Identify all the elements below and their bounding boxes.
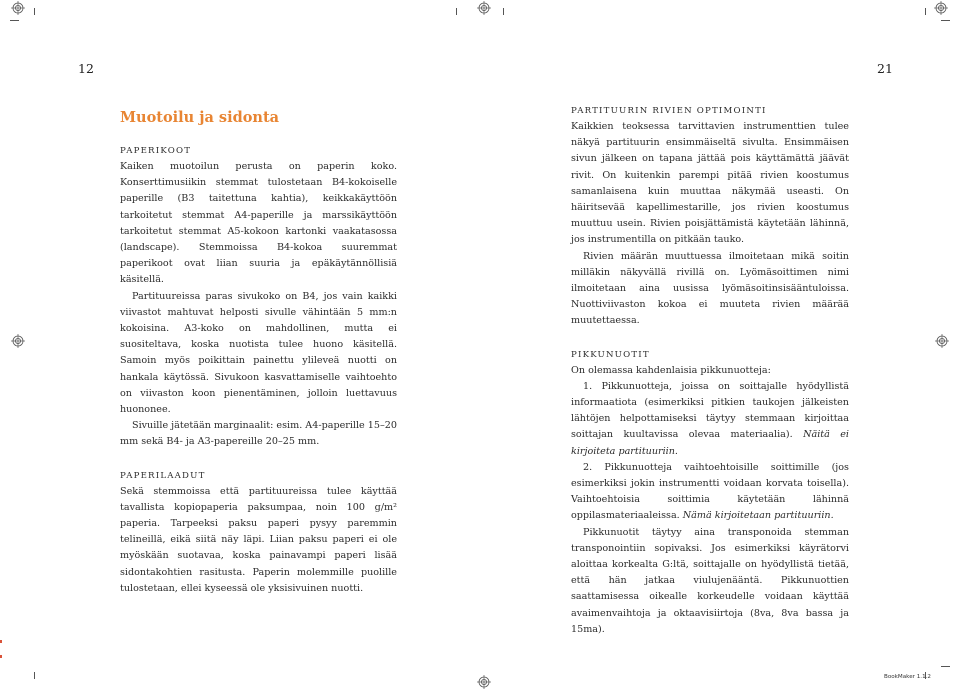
crop-mark: [941, 20, 950, 21]
paragraph: Rivien määrän muuttuessa ilmoitetaan mikä soitin milläkin näkyvällä rivillä on. Lyömäsoittimen nimi ilmoitetaan aina uusissa lyömäsoitinsisääntuloissa. Nuottiviivaston kokoa ei muuteta rivien määrää muutettaessa.: [571, 250, 849, 327]
paragraph: Pikkunuotit täytyy aina transponoida stemman transponointiin sopivaksi. Jos esimerkiksi käyrätorvi aloittaa korkealta G:ltä, soittajalle on hyödyllistä tietää, että hän jatkaa viulujenääntä. Pikkunuottien saattamisessa oikealle korkeudelle voidaan käyttää avaimenvaihtoja ja oktaavisiirtoja (8va, 8va bassa ja 15ma).: [571, 526, 849, 635]
paragraph: Kaiken muotoilun perusta on paperin koko. Konserttimusiikin stemmat tulostetaan B4-kokoiselle paperille (B3 taitettuna kahtia), keikkakäyttöön tarkoitetut stemmat A4-paperille ja marssikäyttöön tarkoitetut stemmat A5-kokoon kartonki vaakatasossa (landscape). Stemmoissa B4-kokoa suuremmat paperikoot ovat liian suuria ja epäkäytännöllisiä käsitellä.: [120, 161, 397, 286]
crop-mark: [503, 8, 504, 15]
paragraph: Sivuille jätetään marginaalit: esim. A4-paperille 15–20 mm sekä B4- ja A3-papereille 20–25 mm.: [120, 420, 397, 448]
section-heading-paperilaadut: PAPERILAADUT: [120, 470, 206, 481]
footer-label: BookMaker 1.1.2: [884, 674, 931, 680]
list-item-note: Näitä ei kirjoiteta partituuriin.: [571, 429, 849, 457]
registration-mark-icon: [11, 334, 25, 348]
paragraph: On olemassa kahdenlaisia pikkunuotteja:: [571, 364, 771, 376]
crop-mark: [925, 8, 926, 15]
registration-mark-icon: [935, 334, 949, 348]
crop-mark: [941, 666, 950, 667]
crop-mark: [10, 20, 19, 21]
crop-mark: [34, 8, 35, 15]
right-page-column: [571, 106, 849, 638]
crop-mark: [456, 8, 457, 15]
color-bar: [0, 655, 2, 658]
page-number-left: 12: [78, 61, 94, 76]
registration-mark-icon: [11, 1, 25, 15]
registration-mark-icon: [477, 1, 491, 15]
list-item: [571, 460, 849, 525]
list-item-note: Nämä kirjoitetaan partituuriin.: [682, 510, 834, 522]
list-item-text: 1. Pikkunuotteja, joissa on soittajalle hyödyllistä informaatiota (esimerkiksi pitkien taukojen jälkeisten lähtöjen helpottamiseksi täytyy stemmaan kirjoittaa soittajan kuultavissa olevaa materiaalia).: [571, 380, 849, 441]
list-item-text: 2. Pikkunuotteja vaihtoehtoisille soittimille (jos esimerkiksi jokin instrumentti voidaan korvata toisella). Vaihtoehtoisia soittimia käytetään lähinnä oppilasmateriaaleissa.: [571, 461, 849, 522]
section-heading-paperikoot: PAPERIKOOT: [120, 146, 192, 156]
color-bar: [0, 640, 2, 643]
page-title: Muotoilu ja sidonta: [120, 109, 280, 126]
registration-mark-icon: [934, 1, 948, 15]
section-heading-pikkunuotit: PIKKUNUOTIT: [571, 349, 650, 360]
list-item: [571, 379, 849, 460]
crop-mark: [34, 672, 35, 679]
left-page-column: [120, 106, 397, 597]
paragraph: Kaikkien teoksessa tarvittavien instrumenttien tulee näkyä partituurin ensimmäiseltä sivulta. Ensimmäisen sivun jälkeen on tapana jättää pois käyttämättä jäävät rivit. On kuitenkin parempi pitää rivien koostumus samanlaisena kuin muuttaa näkymää useasti. On häiritsevää kapellimestarille, jos rivien koostumus muuttuu usein. Rivien poisjättämistä käytetään lähinnä, jos instrumentilla on pitkään tauko.: [571, 121, 849, 246]
paragraph: Sekä stemmoissa että partituureissa tulee käyttää tavallista kopiopaperia paksumpaa, noin 100 g/m² paperia. Tarpeeksi paksu paperi pysyy paremmin telineillä, eikä siitä näy läpi. Liian paksu paperi ei ole myöskään suotavaa, koska painavampi paperi lisää sidontakohtien rasitusta. Paperin molemmille puolille tulostetaan, ellei kyseessä ole yksisivuinen nuotti.: [120, 485, 397, 594]
section-heading-rivien-optimointi: PARTITUURIN RIVIEN OPTIMOINTI: [571, 106, 767, 116]
registration-mark-icon: [477, 675, 491, 689]
page-number-right: 21: [877, 61, 893, 76]
paragraph: Partituureissa paras sivukoko on B4, jos vain kaikki viivastot mahtuvat helposti sivulle vähintään 5 mm:n kokoisina. A3-koko on mahdollinen, mutta ei suositeltava, koska nuotista tulee huono käsitellä. Samoin myös poikittain painettu ylileveä nuotti on hankala käytössä. Sivukoon kasvattamiselle vaihtoehto on viivaston koon pienentäminen, jolloin luettavuus huononee.: [120, 290, 397, 416]
